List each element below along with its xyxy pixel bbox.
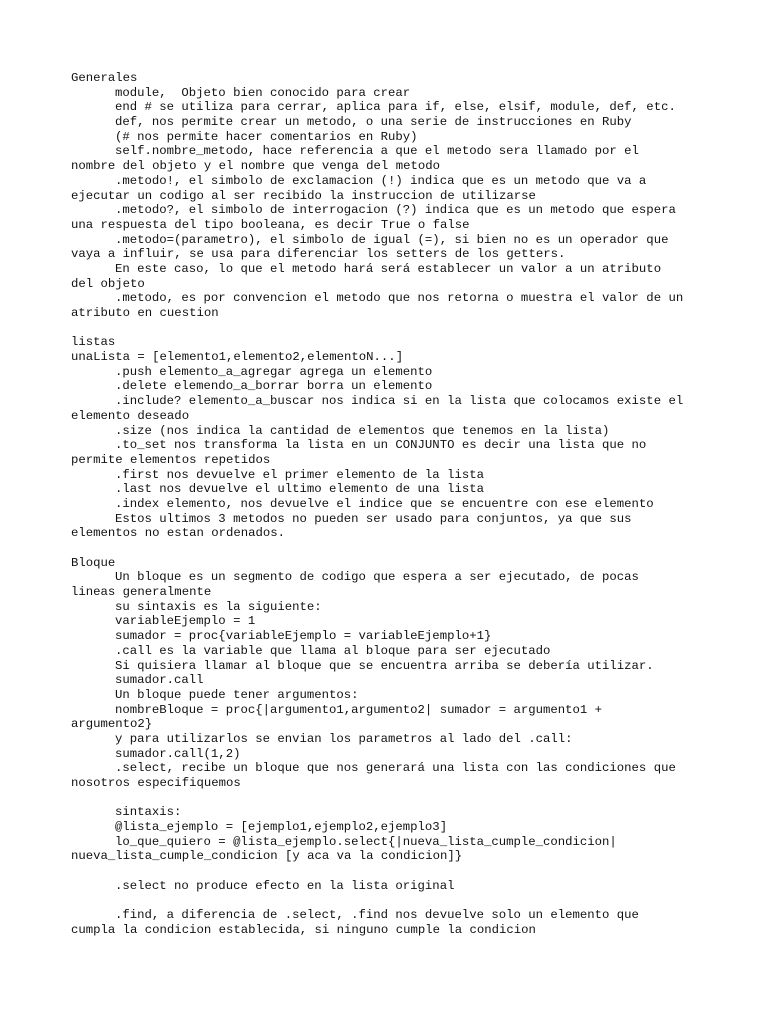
text-line: Estos ultimos 3 metodos no pueden ser usado para conjuntos, ya que sus <box>115 511 632 526</box>
text-line: nombre del objeto y el nombre que venga del metodo <box>71 159 440 174</box>
text-line: su sintaxis es la siguiente: <box>115 599 322 614</box>
text-line: Un bloque puede tener argumentos: <box>115 687 359 702</box>
text-line: una respuesta del tipo booleana, es decir True o false <box>71 217 470 232</box>
text-line: argumento2} <box>71 717 153 732</box>
text-line: .push elemento_a_agregar agrega un elemento <box>115 364 433 379</box>
text-line: Un bloque es un segmento de codigo que espera a ser ejecutado, de pocas <box>115 570 639 585</box>
text-line: .metodo=(parametro), el simbolo de igual (=), si bien no es un operador que <box>115 232 669 247</box>
section-spacer <box>71 541 711 556</box>
text-line: .select no produce efecto en la lista original <box>115 878 455 893</box>
text-line: end # se utiliza para cerrar, aplica para if, else, elsif, module, def, etc. <box>115 100 676 115</box>
text-line: nombreBloque = proc{|argumento1,argumento2| sumador = argumento1 + <box>115 702 603 717</box>
text-line: .call es la variable que llama al bloque para ser ejecutado <box>115 643 551 658</box>
text-line: .to_set nos transforma la lista en un CONJUNTO es decir una lista que no <box>115 438 647 453</box>
text-line: .last nos devuelve el ultimo elemento de una lista <box>115 482 484 497</box>
text-line: .metodo!, el simbolo de exclamacion (!) indica que es un metodo que va a <box>115 173 647 188</box>
section-spacer <box>71 894 711 909</box>
text-line: cumpla la condicion establecida, si ninguno cumple la condicion <box>71 922 536 937</box>
text-line: elementos no estan ordenados. <box>71 526 286 541</box>
text-line: del objeto <box>71 276 145 291</box>
section-heading: listas <box>71 335 116 350</box>
text-line: .delete elemendo_a_borrar borra un elemento <box>115 379 433 394</box>
text-line: .first nos devuelve el primer elemento de la lista <box>115 467 484 482</box>
text-line: permite elementos repetidos <box>71 452 271 467</box>
text-line: def, nos permite crear un metodo, o una serie de instrucciones en Ruby <box>115 115 632 130</box>
text-line: lo_que_quiero = @lista_ejemplo.select{|nueva_lista_cumple_condicion| <box>115 834 617 849</box>
text-line: atributo en cuestion <box>71 306 219 320</box>
section-spacer <box>71 791 711 806</box>
section-heading: Bloque <box>71 555 116 570</box>
text-line: .select, recibe un bloque que nos generará una lista con las condiciones que <box>115 761 676 776</box>
section-heading: Generales <box>71 71 138 85</box>
section-spacer <box>71 864 711 879</box>
section-spacer <box>71 321 711 336</box>
text-line: En este caso, lo que el metodo hará será establecer un valor a un atributo <box>115 261 662 276</box>
text-line: module, Objeto bien conocido para crear <box>115 85 411 100</box>
text-line: sintaxis: <box>115 805 182 820</box>
text-line: .size (nos indica la cantidad de elementos que tenemos en la lista) <box>115 423 610 438</box>
text-line: .include? elemento_a_buscar nos indica si en la lista que colocamos existe el <box>115 394 684 409</box>
text-line: .index elemento, nos devuelve el indice que se encuentre con ese elemento <box>115 496 654 511</box>
text-line: ejecutar un codigo al ser recibido la instruccion de utilizarse <box>71 188 536 203</box>
text-line: nueva_lista_cumple_condicion [y aca va la condicion]} <box>71 849 463 864</box>
text-line: sumador = proc{variableEjemplo = variableEjemplo+1} <box>115 629 492 644</box>
text-line: y para utilizarlos se envian los parametros al lado del .call: <box>115 731 573 746</box>
text-line: @lista_ejemplo = [ejemplo1,ejemplo2,ejemplo3] <box>115 820 448 835</box>
text-line: .metodo?, el simbolo de interrogacion (?) indica que es un metodo que espera <box>115 203 676 218</box>
text-line: .find, a diferencia de .select, .find nos devuelve solo un elemento que <box>115 908 639 923</box>
text-line: self.nombre_metodo, hace referencia a que el metodo sera llamado por el <box>115 144 639 159</box>
text-line: vaya a influir, se usa para diferenciar los setters de los getters. <box>71 247 566 262</box>
text-line: .metodo, es por convencion el metodo que nos retorna o muestra el valor de un <box>115 291 684 306</box>
text-line: lineas generalmente <box>71 585 212 600</box>
text-line: nosotros especifiquemos <box>71 776 241 790</box>
text-line: unaLista = [elemento1,elemento2,elementoN...] <box>71 350 404 365</box>
text-line: sumador.call <box>115 673 204 688</box>
text-line: Si quisiera llamar al bloque que se encuentra arriba se debería utilizar. <box>115 658 654 673</box>
text-line: elemento deseado <box>71 408 190 423</box>
text-line: (# nos permite hacer comentarios en Ruby) <box>115 129 418 144</box>
text-line: sumador.call(1,2) <box>115 746 241 761</box>
document-page <box>71 71 711 938</box>
text-line: variableEjemplo = 1 <box>115 614 256 629</box>
